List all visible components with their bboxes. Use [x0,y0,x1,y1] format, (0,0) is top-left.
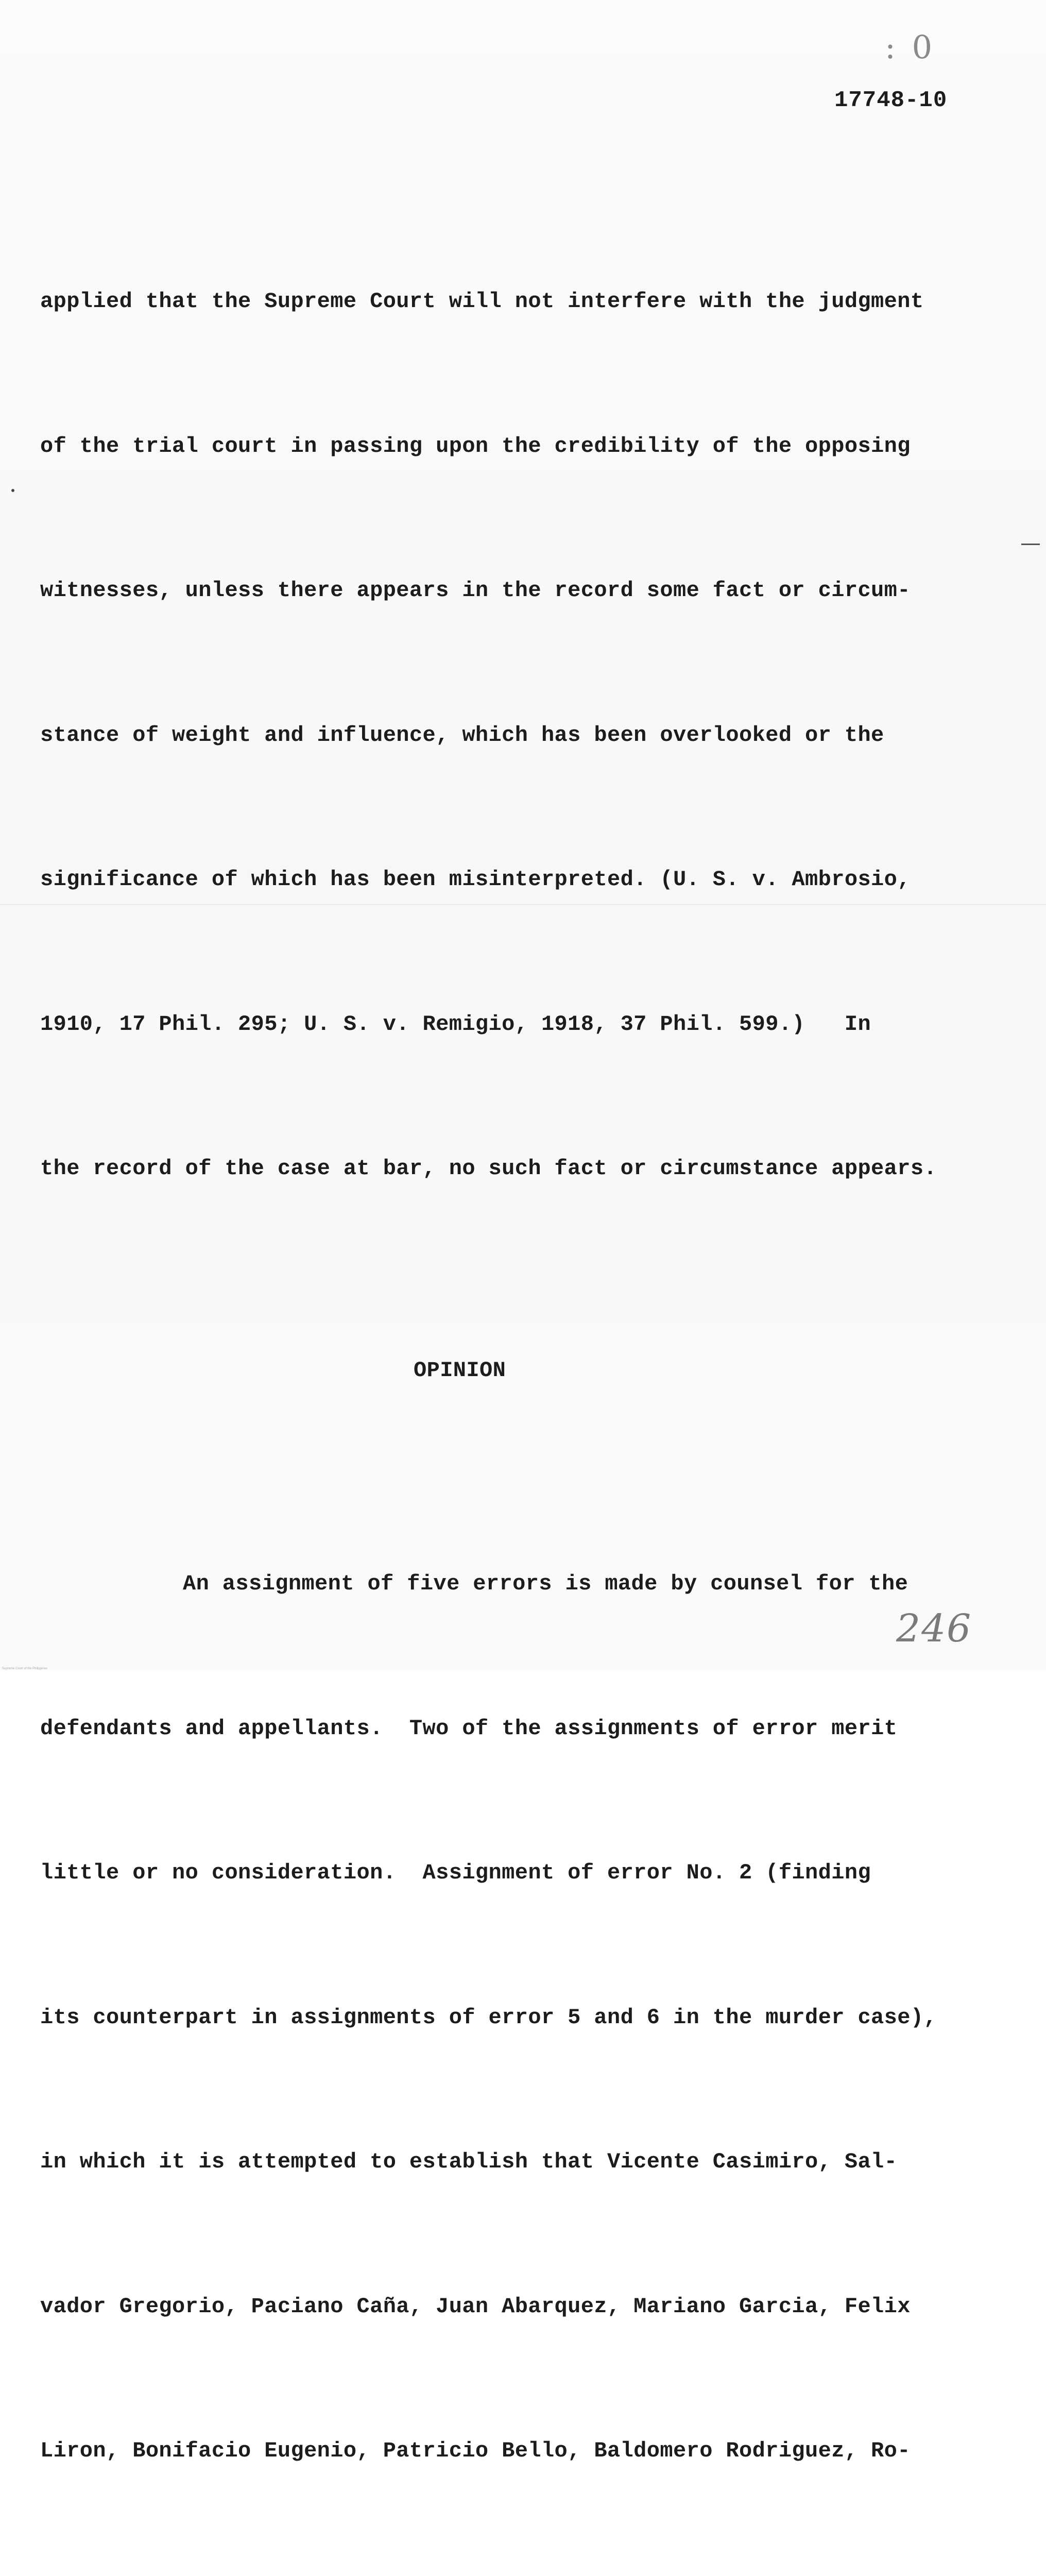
scan-credit: Supreme Court of the Philippines [2,1667,47,1670]
document-body [40,181,1014,2576]
text-line: defendants and appellants. Two of the assignments of error merit [40,1705,1014,1753]
page-number: 246 [896,1606,972,1651]
margin-dot [11,489,14,492]
text-line [40,2572,1014,2576]
text-line: the record of the case at bar, no such fact or circumstance appears. [40,1145,1014,1193]
margin-tick [1021,544,1040,545]
corner-mark: : 0 [885,28,935,66]
text-line: 1910, 17 Phil. 295; U. S. v. Remigio, 1918, 37 Phil. 599.) In [40,1001,1014,1049]
text-line: of the trial court in passing upon the credibility of the opposing [40,422,1014,471]
text-line: its counterpart in assignments of error 5 and 6 in the murder case), [40,1994,1014,2042]
text-line: Liron, Bonifacio Eugenio, Patricio Bello, Baldomero Rodriguez, Ro- [40,2427,1014,2476]
text-line: stance of weight and influence, which has been overlooked or the [40,711,1014,760]
paragraph-first-line: An assignment of five errors is made by counsel for the [40,1560,1014,1608]
text-line: vador Gregorio, Paciano Caña, Juan Abarquez, Mariano Garcia, Felix [40,2283,1014,2331]
text-line: little or no consideration. Assignment of error No. 2 (finding [40,1849,1014,1897]
section-heading: OPINION [40,1347,1014,1395]
text-line: in which it is attempted to establish that Vicente Casimiro, Sal- [40,2138,1014,2187]
text-line: witnesses, unless there appears in the record some fact or circum- [40,567,1014,615]
text-line: applied that the Supreme Court will not interfere with the judgment [40,278,1014,326]
document-number: 17748-10 [834,88,947,113]
text-line: significance of which has been misinterpreted. (U. S. v. Ambrosio, [40,856,1014,904]
